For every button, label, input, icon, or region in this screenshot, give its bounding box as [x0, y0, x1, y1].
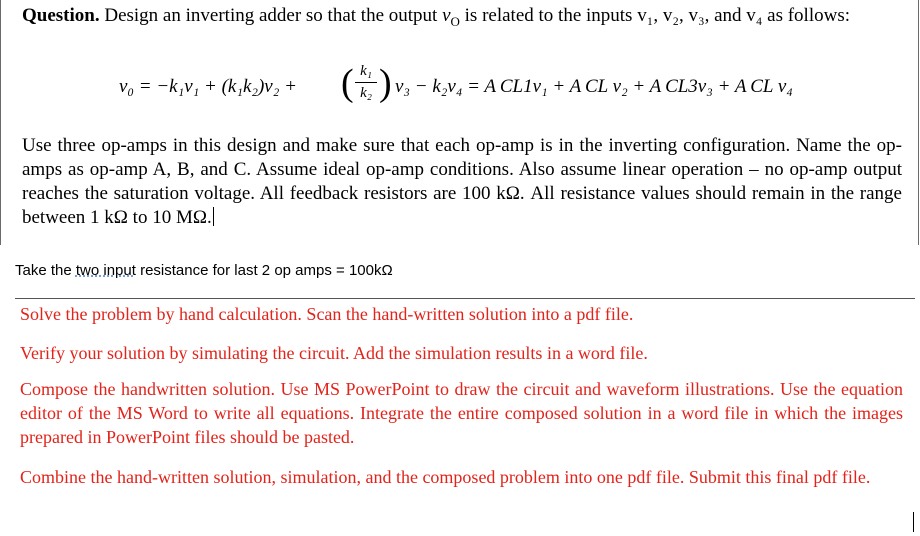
equation-rhs: v₃ − k₂v₄ = A CL1v₁ + A CL v₂ + A CL3v₃ + A CL v₄	[395, 76, 793, 97]
equation-fraction	[355, 62, 377, 103]
note-suffix: resistance for last 2 op amps = 100kΩ	[135, 262, 393, 279]
equation-lhs: v₀ = −k₁v₁ + (k₁k₂)v₂ +	[119, 76, 297, 97]
section-divider	[15, 298, 915, 299]
note-prefix: Take the	[15, 262, 76, 279]
output-variable: v	[442, 5, 451, 26]
equation-paren-left: (	[341, 62, 354, 104]
instruction-3: Compose the handwritten solution. Use MS PowerPoint to draw the circuit and waveform illustrations. Use the equation editor of the MS Word to write all equations. Integrate the entire composed solution in a word file in which the images prepared in PowerPoint files should be pasted.	[20, 379, 903, 447]
question-paragraph	[22, 134, 902, 230]
question-intro: Design an inverting adder so that the output	[104, 5, 438, 26]
instruction-1: Solve the problem by hand calculation. Scan the hand-written solution into a pdf file.	[20, 304, 634, 324]
question-paragraph-text: Use three op-amps in this design and make sure that each op-amp is in the inverting configuration. Name the op-amps as op-amp A, B, and C. Assume ideal op-amp conditions. Also assume linear operation – no op-amp output reaches the saturation voltage. All feedback resistors are 100 kΩ. All resistance values should remain in the range between 1 kΩ to 10 MΩ.	[22, 135, 902, 228]
note-underlined: two input	[75, 262, 136, 279]
text-caret	[213, 207, 214, 226]
resistance-note	[15, 262, 393, 279]
question-intro-tail: is related to the inputs v₁, v₂, v₃, and v₄ as follows:	[464, 5, 850, 26]
equation-paren-right: )	[379, 62, 392, 104]
question-label: Question.	[22, 5, 100, 26]
equation	[119, 62, 819, 106]
instruction-4: Combine the hand-written solution, simulation, and the composed problem into one pdf file. Submit this final pdf file.	[20, 467, 871, 487]
fraction-numerator: k₁	[360, 63, 372, 79]
cursor-mark	[913, 512, 914, 532]
fraction-denominator: k₂	[360, 85, 372, 101]
instruction-2: Verify your solution by simulating the circuit. Add the simulation results in a word file.	[20, 343, 648, 363]
question-box	[0, 0, 919, 245]
question-heading-line: Question. Design an inverting adder so that the output $v_O$ is related to the inputs v₁, v₂, v₃, and v₄ as follows:	[22, 5, 850, 29]
